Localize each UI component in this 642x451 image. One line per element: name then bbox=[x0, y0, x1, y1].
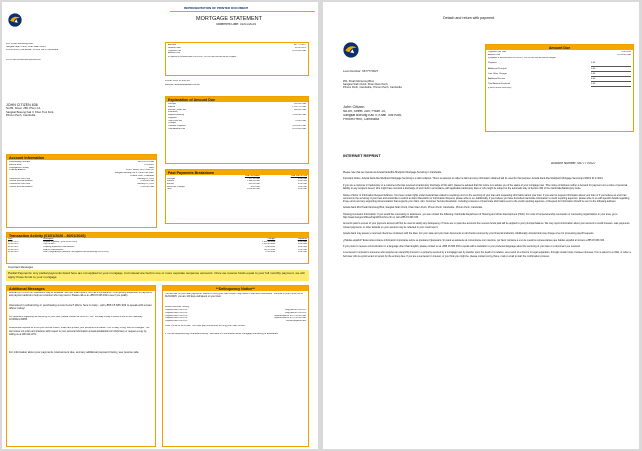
info-row: Interest 1,352.79 KHR bbox=[168, 105, 306, 108]
info-row: Regular Monthly 2,634.48 KHR bbox=[168, 114, 306, 117]
account-summary-box: Account 0677770027 Number Next 01/01/2025 Payment Due 8,193.64 KHR Amount Due If Payment is received after 01/01/2025, 135.00 KHR late fee will be charged. bbox=[165, 42, 309, 76]
section-title: Past Payments Breakdown bbox=[166, 170, 308, 175]
column-header: Description bbox=[43, 238, 54, 241]
document-banner: REPRESENTATION OF PRINTED DOCUMENT bbox=[184, 7, 249, 10]
info-row: Payment due 01/01/25: unpaid balance of 2,754.49 KHR bbox=[165, 314, 306, 317]
info-row: Payment due 01/01/25: fully paid on 01/01/25 bbox=[165, 309, 306, 312]
table-row: 01/01/2025 Late Charge Assess (balance: full payment not received by 01/01/2025) 75.00 KHR 0.00 KHR bbox=[8, 251, 307, 254]
coupon-entry-row[interactable]: Late Other Charges 0.00 bbox=[486, 72, 633, 77]
section-title: Explanation of Amount Due bbox=[166, 97, 308, 102]
table-row: Principal 377.15 KHR 0.00 KHR bbox=[167, 177, 307, 180]
info-row: Amount Due 8,193.64 KHR bbox=[488, 53, 631, 56]
info-row: Payment due 01/01/25: unpaid balance of 2,754.49 KHR bbox=[165, 317, 306, 320]
info-row: Contractual Due Date January 01, 2025 bbox=[9, 177, 154, 180]
column-header: Paid Last Month bbox=[244, 175, 260, 178]
legal-notices bbox=[341, 171, 635, 261]
bank-logo-icon bbox=[343, 42, 359, 58]
bank-website[interactable]: Website: www.acledabank.com.kh bbox=[165, 84, 200, 86]
coupon-entry-row[interactable]: Total Amount Enclosed 0.00 bbox=[486, 82, 633, 87]
bank-logo-icon bbox=[8, 13, 22, 27]
notice-paragraph: Amounts paid in excess of your payment amount will first be used to satisfy any delinquency. If there are no past due amounts then excess funds paid will be applied to your principal balance. We may report information about your account to credit bureaus. Late payments, missed payments, or other defaults on your account may be reflected in your credit report. bbox=[343, 222, 631, 229]
table-row: Total 2,654.48 KHR 0.00 KHR bbox=[167, 188, 307, 191]
column-header: Date bbox=[8, 238, 13, 241]
notice-paragraph: A successor in interest is someone who acquires an ownership interest in a property secured by a mortgage loan by transfer upon the death of a relative, as a result of a divorce or legal separation, through certain trusts, between spouses, from a parent to a child, or when a borrower who is a joint tenant or tenant by the entirety dies. If you are a successor in interest, or you think you might be, please contact us by phone, mail or email to start the confirmation process. bbox=[343, 251, 631, 258]
table-row: Interest 1,384.64 KHR 0.00 KHR bbox=[167, 180, 307, 183]
important-messages-heading: Important Messages bbox=[8, 266, 34, 269]
notice-paragraph: Acleda bank may assess a returned check fee consistent with the laws. For your state and your loan documents on all checks returned by your financial institution. Additionally, Acleda bank may charge a fee for processing payoff requests. bbox=[343, 232, 595, 236]
info-row: Interest Rate 5.12000% bbox=[9, 163, 154, 166]
column-header: Payments bbox=[297, 238, 307, 241]
notice-paragraph: If you prefer to receive communication in a language other than English, please contact us at +855 15 666 333 to speak with a translator to your preferred language about the servicing of your loan or a document you received. bbox=[343, 244, 581, 248]
notice-paragraph: Please note that we operate as Acleda bank/dba Sheltpoint Mortgage Servicing in Cambodia. bbox=[343, 171, 442, 174]
column-header: Charges bbox=[267, 238, 276, 241]
info-row: Total Fees and 25.00 KHR bbox=[168, 119, 306, 122]
detach-instruction: Detach and return with payment. bbox=[443, 16, 495, 20]
coupon-entry-row[interactable]: Additional Principal 0.00 bbox=[486, 67, 633, 72]
table-row: 01/01/2025 Regular Payment - (Due 01/01/2025) 2,654.48 KHR 0.00 KHR bbox=[8, 240, 307, 243]
account-information bbox=[6, 154, 157, 228]
coupon-entry-row[interactable]: Additional Escrow 0.00 bbox=[486, 77, 633, 82]
explanation-amount-due bbox=[165, 96, 309, 164]
notice-paragraph: Housing Counselor Information: If you would like counseling or assistance, you can contact the following: Cambodia Department of Housing and Urban Development (HUD). For a list of homeownership counselors or counseling organizations in your area, go to http://www.hud.gov/offices/hsg/sfh/hcc/hcs.cfm or call +855 15 666 333. bbox=[343, 212, 618, 220]
late-fee-note: If Payment is received after 01/01/2025, 135.00 KHR late fee will be charged. bbox=[168, 56, 237, 58]
delinquency-notice: **Delinquency Notice** You are late on your loan payments. Failure to bring your loan current may result in fees and foreclosure - the loss of your home. As of 01/01/2025, you are 123 days delinquent on your loan. Recent Account History: Payment due 01/01/25: fully paid on 01/01/25 Payment due 01/01/25: fully paid on 01/01/25 Payment due 01/01/25: unpaid balance of 2,754.49 KHR Payment due 01/01/25: unpaid balance of 2,754.49 KHR Payment due 02/01/25: current payment due Total: 8,193.64 KHR due. You must pay this amount to bring your loan current. If You are Experiencing Financial Difficulty: See back for information about mortgage counseling or assistance. bbox=[162, 285, 309, 447]
statement-title: MORTGAGE STATEMENT bbox=[196, 16, 263, 22]
bank-address: #61, Preah Monivong Blvd, Sangkat Srah Chork, Khan Daun Penh, Phnom Penh, Cambodia., Phnom Penh, Cambodia bbox=[343, 80, 402, 90]
table-row: 01/01/2025 Property Inspection Disbursement 20.00 KHR 0.00 KHR bbox=[8, 246, 307, 249]
info-row: Prepayment Penalty None bbox=[9, 166, 154, 169]
payment-coupon: Amount Due Payment Due Date 1/01/2025 Amount Due 8,193.64 KHR If payment is received after 01/01/2025, 135.00 KHR late fee will be charged Payment 0.00 Additional Principal 0.00 Late Other Charges 0.00 Additional Escrow 0.00 Total Amount Enclosed 0.00 (Please do not send cash) bbox=[485, 44, 634, 132]
statement-page-back bbox=[323, 2, 639, 449]
table-row: Escrow 492.08 KHR 0.00 KHR bbox=[167, 183, 307, 186]
barcode-id: 0-0111-1BP-0000000000-0000000-636 bbox=[6, 59, 41, 61]
notice-paragraph: Acleda bank #61 Preah Monivong Blvd, Sangkat Srah Chork, Khan Daun Penh, Phnom Penh, Cambodia., Phnom Penh, Cambodia. bbox=[343, 206, 483, 210]
notice-paragraph: If you are a customer in bankruptcy or a customer who has received a bankruptcy discharge of this debt: please be advised that this notice is to advise you of the status of your mortgage loan. This notice constitutes neither a demand for payment nor a notice of personal liability to any recipient hereof, who might have received a discharge of such debt in accordance with applicable bankruptcy laws or who might be subject to the automatic stay of Section 362 of the Cambodia Bankruptcy Code. bbox=[343, 183, 628, 191]
customer-address: John Citizen No.89, Street. 289, Phum 14, Sangkat Boeung Kak II, Khan Tuol Kork, Phnom Penh, Cambodia bbox=[343, 105, 403, 121]
customer-address: JOHN CITIZEN 636 No.89, Street. 289, Phum 14, Sangkat Boeung Kak II, Khan Tuol Kork, Phnom Penh, Cambodia bbox=[6, 103, 55, 117]
info-row: Current Escrow Balance 2,005.86 KHR bbox=[9, 185, 154, 188]
info-row: Payment due 02/01/25: current payment due bbox=[165, 320, 306, 323]
info-row: Payment Due Date 1/01/2025 bbox=[488, 51, 631, 54]
info-row: Escrow (Taxes and 480.00 KHR bbox=[168, 108, 306, 111]
info-row: Current Escrow Balance 2,005.86 KHR bbox=[9, 180, 154, 183]
account-number: Account Number: 0677770027 bbox=[551, 162, 596, 165]
bank-phone: Phone: +855 15 666 333 bbox=[165, 80, 191, 82]
info-row: Payment bbox=[168, 116, 177, 119]
info-row: Total Amount Due 8,193.64 KHR bbox=[168, 127, 306, 130]
section-title: **Delinquency Notice** bbox=[163, 286, 308, 291]
table-row: Fees/Late Charges 0.00 KHR 0.00 KHR bbox=[167, 185, 307, 188]
info-row: Charges bbox=[168, 122, 177, 125]
additional-messages: Additional Messages Affected by COVID-19? Assistance may be available. We offer relief options, such as a forbearance - a temporary suspension of payments, and payment deferral to help our customer who may need it. Please call us at +855 15 666 333 to see if you qualify. Interested in refinancing or purchasing a new home? We're here to help - call +855 15 666 333 to speak with a loan officer today! For questions regarding the servicing of your loan, please contact at +855-577-247 Monday-Friday 8:00AM-5:00PM and Saturday 10:00AM-2:00PM. Federal law requires us to tell you how we collect, share and protect your personal information. Our Privacy Policy has not changed. You can review our policy and practices with respect to your personal information at www.acledabank.com.kh/privacy or request a copy by calling us at 000-011-2271. For information about your payments, total amount due, and any additional payment history, see reverse side. bbox=[6, 285, 156, 447]
section-title: Account Information bbox=[7, 155, 156, 160]
info-row: Contractual Due Date January 01, 2025 bbox=[9, 183, 154, 186]
info-row: Sangkat Boeung Kak II, Khan Tuol Kork, bbox=[114, 172, 154, 175]
table-row: 01/01/2025 City Tax Bill 2 1,050.00 KHR 0.00 KHR bbox=[8, 243, 307, 246]
coupon-entry-row[interactable]: Payment 0.00 bbox=[486, 61, 633, 66]
bank-address: #61, Preah Monivong Blvd, Sangkat Srah Chork, Khan Daun Penh, Phnom Penh, Cambodia., Phnom Penh, Cambodia bbox=[6, 43, 58, 51]
info-row: Payment due 01/01/25: fully paid on 01/01/25 bbox=[165, 311, 306, 314]
statement-page-front bbox=[2, 2, 318, 449]
loan-number: Loan Number: 0677770027 bbox=[343, 70, 379, 73]
transaction-activity bbox=[6, 232, 309, 264]
info-row: Phnom Penh, Cambodia bbox=[130, 174, 154, 177]
statement-date: Statement Date: 01/01/2025 bbox=[216, 23, 256, 26]
section-title: Amount Due bbox=[486, 45, 633, 50]
column-header: Paid Year to Date bbox=[290, 175, 307, 178]
info-row: Outstanding Principal 565,128.25 KHR bbox=[9, 161, 154, 164]
notice-paragraph: Important Notice. Acleda bank dba Shellpoint Mortgage Servicing is a debt collector. This is an attempt to collect a debt and any information obtained will be used for that purpose. Acleda bank dba Shellpoint Mortgage Servicing's NMLS ID is 3013. bbox=[343, 177, 604, 181]
section-title: Transaction Activity (01/01/2026 - 30/01/2026) bbox=[7, 233, 308, 238]
past-payments-breakdown bbox=[165, 169, 309, 224]
notice-paragraph: ¿Hablas español? Esta carta contiene información importante sobre su préstamo hipotecario. Si usted es asistente al comunicarse con nosotros, por favor contacte a uno de nuestros representantes que hablan español al número +855 15 666 333. bbox=[343, 238, 605, 242]
section-title: Additional Messages bbox=[7, 286, 155, 291]
internet-reprint-heading: INTERNET REPRINT bbox=[343, 154, 381, 158]
info-row: Insurance) bbox=[168, 111, 179, 114]
info-row: Property Address No.89, Street. 289, Phum 14, bbox=[9, 169, 154, 172]
info-row: Principal 302.00 KHR bbox=[168, 103, 306, 106]
partial-payments-notice: Partial Payments: Any partial payments listed here are not applied to your mortgage, but instead are held in one or more separate suspense accounts. Once we receive funds equal to your full monthly payment, we will apply those funds to your mortgage. bbox=[6, 270, 309, 281]
info-row: Overdue Payment 5,433.85 KHR bbox=[168, 125, 306, 128]
table-row: 01/01/2025 FHA MI Disbursement 206.23 KHR 0.00 KHR bbox=[8, 248, 307, 251]
notice-paragraph: Notice of Error or Information Request Address: You have certain rights under Federal law related to resolving errors in the servicing of your loan and requesting information about your loan. If you want to request information about your loan or if you believe an error has occurred in the servicing of your loan and would like to submit an Error Resolution or Information Request, please write to us. Additionally, if you believe you have furnished inaccurate information to credit reporting agencies, please write to us with specific details regarding those errors and any supporting documentation that supports your claim. Attn: Customer Service Resolution, including consumer of inaccurate information sent to the credit reporting agencies, or Request for Information should be sent to the following address: bbox=[343, 193, 630, 203]
